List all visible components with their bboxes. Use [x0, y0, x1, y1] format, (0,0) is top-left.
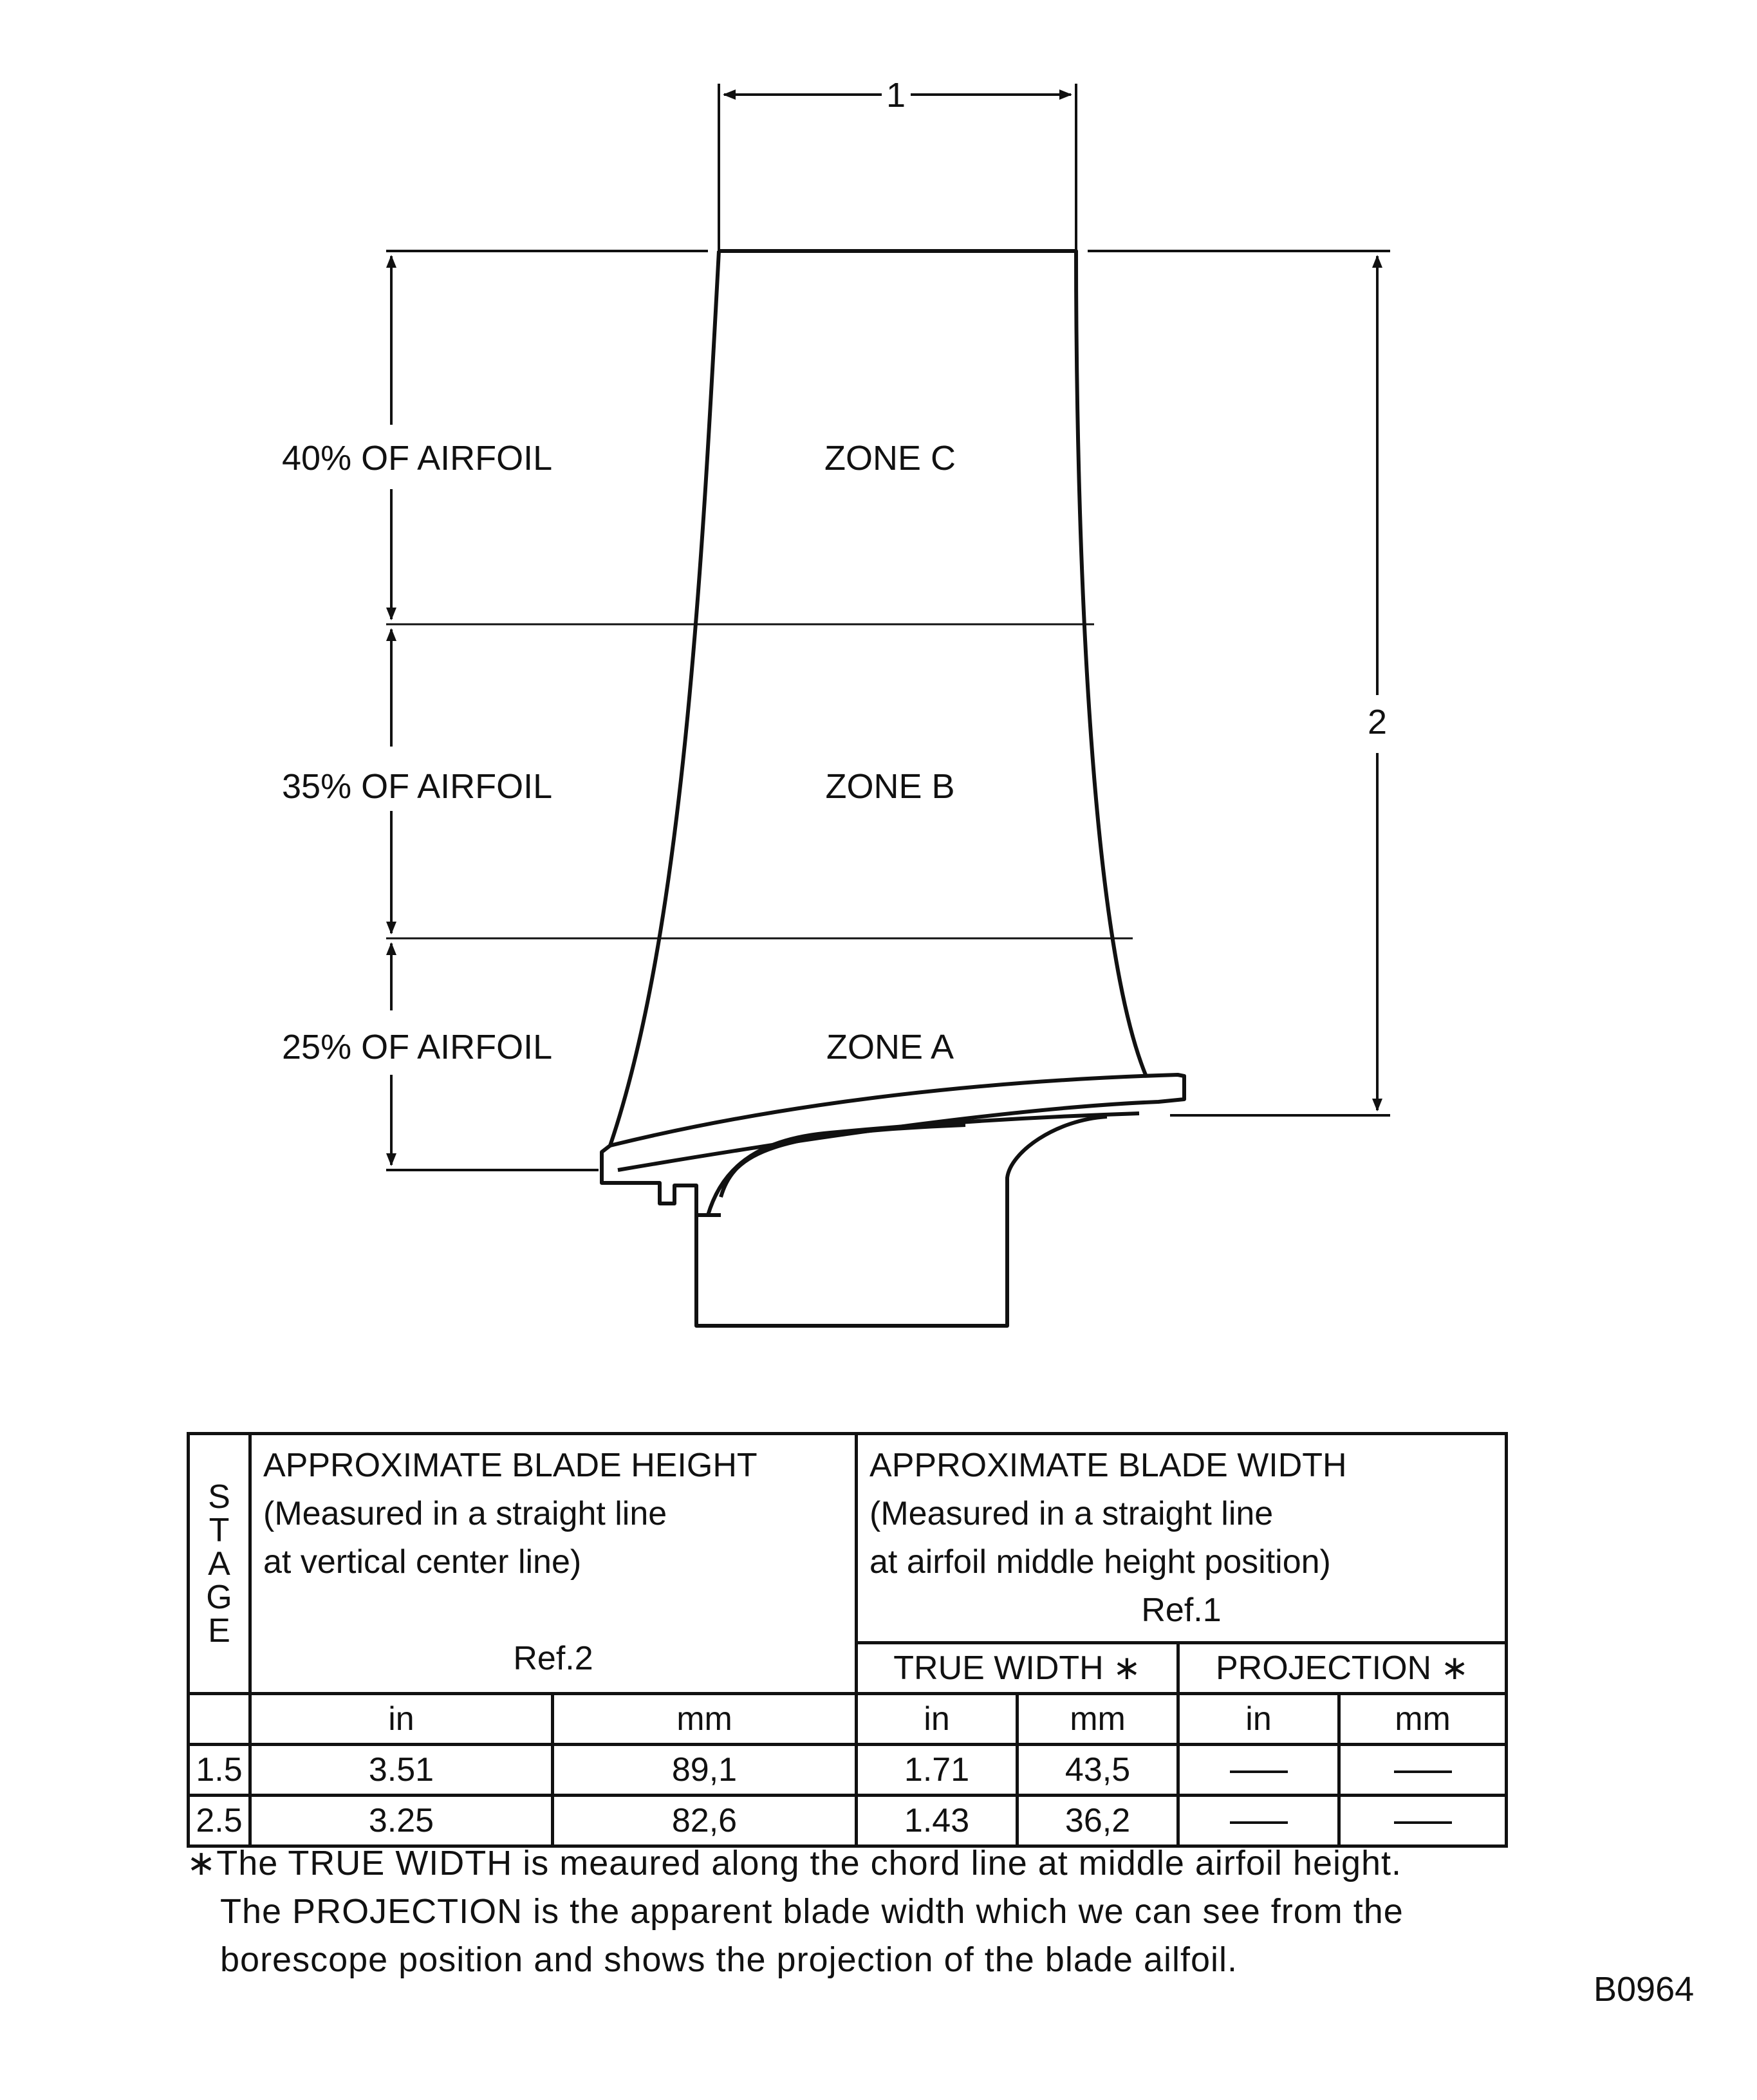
stage-header-text: S T A G E — [206, 1478, 232, 1649]
width-header-line: APPROXIMATE BLADE WIDTH — [869, 1447, 1347, 1484]
true-width-header: TRUE WIDTH ∗ — [857, 1643, 1178, 1694]
zone-c-portion: 40% OF AIRFOIL — [282, 439, 553, 478]
width-header — [857, 1434, 1507, 1643]
projection-mm-cell — [1339, 1745, 1507, 1796]
zone-b-label: ZONE B — [825, 767, 955, 806]
height-in-cell: 3.25 — [250, 1796, 553, 1846]
height-mm-cell: 82,6 — [553, 1796, 857, 1846]
true-width-in-cell: 1.43 — [857, 1796, 1018, 1846]
zone-a-portion: 25% OF AIRFOIL — [282, 1028, 553, 1066]
width-header-line: at airfoil middle height position) — [869, 1543, 1331, 1581]
zone-a-label: ZONE A — [826, 1028, 954, 1066]
true-width-mm-cell: 36,2 — [1018, 1796, 1178, 1846]
projection-in-cell — [1178, 1745, 1339, 1796]
height-ref: Ref.2 — [513, 1640, 593, 1677]
unit-cell: in — [857, 1694, 1018, 1745]
true-width-mm-cell: 43,5 — [1018, 1745, 1178, 1796]
unit-spacer — [189, 1694, 250, 1745]
dash-mark — [1230, 1821, 1288, 1824]
dash-mark — [1230, 1770, 1288, 1773]
table-row — [189, 1745, 1507, 1796]
height-in-cell: 3.51 — [250, 1745, 553, 1796]
unit-cell: in — [250, 1694, 553, 1745]
height-dimension-label: 2 — [1367, 703, 1388, 741]
unit-cell: mm — [1018, 1694, 1178, 1745]
unit-cell: mm — [1339, 1694, 1507, 1745]
height-dimension — [1088, 251, 1390, 1115]
height-mm-cell: 89,1 — [553, 1745, 857, 1796]
footnote-line: borescope position and shows the projection of the blade ailfoil. — [220, 1940, 1238, 1979]
stage-cell: 1.5 — [189, 1745, 250, 1796]
projection-header: PROJECTION ∗ — [1178, 1643, 1507, 1694]
width-dimension-label: 1 — [886, 76, 906, 115]
footnote-line: The PROJECTION is the apparent blade width which we can see from the — [220, 1892, 1404, 1931]
footnote-line: ∗The TRUE WIDTH is meaured along the chord line at middle airfoil height. — [187, 1844, 1402, 1882]
height-header — [250, 1434, 857, 1694]
stage-cell: 2.5 — [189, 1796, 250, 1846]
footnote — [187, 1839, 1622, 1984]
figure-code: B0964 — [1594, 1970, 1695, 2009]
true-width-in-cell: 1.71 — [857, 1745, 1018, 1796]
dash-mark — [1394, 1770, 1452, 1773]
table-row — [189, 1796, 1507, 1846]
stage-header — [189, 1434, 250, 1694]
height-header-line: (Measured in a straight line — [263, 1495, 667, 1532]
width-header-line: (Measured in a straight line — [869, 1495, 1274, 1532]
zone-b-portion: 35% OF AIRFOIL — [282, 767, 553, 806]
zone-c-label: ZONE C — [824, 439, 956, 478]
projection-in-cell — [1178, 1796, 1339, 1846]
height-header-line: APPROXIMATE BLADE HEIGHT — [263, 1447, 758, 1484]
width-ref: Ref.1 — [1141, 1592, 1222, 1629]
height-header-line: at vertical center line) — [263, 1543, 582, 1581]
unit-cell: mm — [553, 1694, 857, 1745]
dash-mark — [1394, 1821, 1452, 1824]
blade-dimensions-table — [187, 1432, 1508, 1848]
unit-cell: in — [1178, 1694, 1339, 1745]
projection-mm-cell — [1339, 1796, 1507, 1846]
